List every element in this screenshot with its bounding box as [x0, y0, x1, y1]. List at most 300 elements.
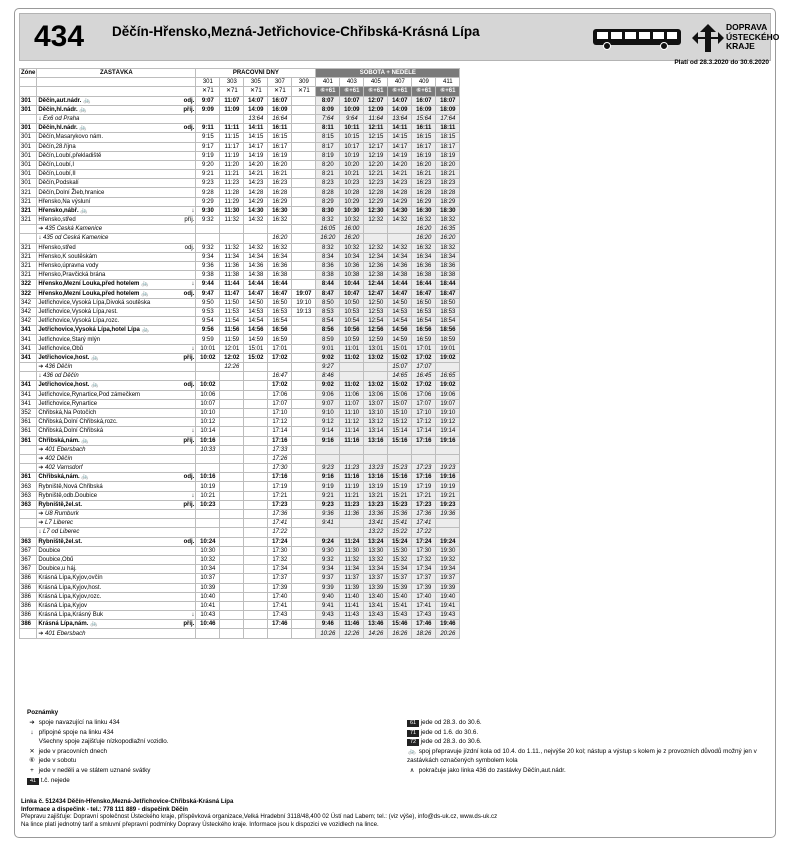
time-cell — [292, 473, 316, 482]
zone-cell — [20, 464, 37, 473]
table-row — [20, 234, 460, 243]
stop-name: Jetřichovice,Obů — [38, 345, 84, 352]
time-cell: 11:19 — [340, 482, 364, 491]
zone-cell: 341 — [20, 335, 37, 344]
time-cell: 13:40 — [364, 592, 388, 601]
time-cell — [220, 427, 244, 436]
arr-dep-mark: ↓ — [191, 207, 195, 214]
time-cell — [244, 234, 268, 243]
stop-name: Děčín,Podskalí — [38, 180, 79, 187]
stop-name: Hřensko,Na výsluní — [38, 198, 91, 205]
time-cell: 16:19 — [268, 151, 292, 160]
time-cell: 17:01 — [268, 344, 292, 353]
time-cell: 16:07 — [412, 96, 436, 105]
time-cell: 8:32 — [316, 216, 340, 225]
time-cell: 14:21 — [244, 170, 268, 179]
time-cell: 9:36 — [196, 261, 220, 270]
stop-name-cell — [37, 335, 196, 344]
time-cell: 15:23 — [388, 464, 412, 473]
time-cell: 11:12 — [340, 418, 364, 427]
time-cell: 8:07 — [316, 96, 340, 105]
time-cell: 10:41 — [196, 601, 220, 610]
stop-name-cell — [37, 546, 196, 555]
time-cell: 16:56 — [412, 326, 436, 335]
trip-number: 411 — [436, 78, 460, 87]
time-cell: 8:56 — [316, 326, 340, 335]
stop-header: ZASTÁVKA — [37, 69, 196, 78]
stop-name-cell — [37, 96, 196, 105]
time-cell: 16:17 — [268, 142, 292, 151]
time-cell: 13:16 — [364, 473, 388, 482]
time-cell: 8:15 — [316, 133, 340, 142]
time-cell: 17:23 — [268, 500, 292, 509]
time-cell — [220, 390, 244, 399]
time-cell — [292, 206, 316, 215]
time-cell: 16:32 — [268, 243, 292, 252]
stop-name: Hřensko,nábř. 🚲 — [38, 207, 88, 214]
time-cell: 9:16 — [316, 473, 340, 482]
arr-dep-mark: odj. — [183, 382, 195, 389]
stop-name: Děčín,Loubí,I — [38, 161, 75, 168]
time-cell — [220, 565, 244, 574]
time-cell: 10:33 — [196, 445, 220, 454]
stop-name: Rybniště,odb.Doubice — [38, 492, 98, 499]
time-cell: 15:07 — [388, 399, 412, 408]
time-cell: 9:41 — [316, 519, 340, 528]
stop-name-cell — [37, 381, 196, 390]
time-cell: 15:10 — [388, 408, 412, 417]
table-row — [20, 408, 460, 417]
time-cell: 13:64 — [388, 114, 412, 123]
time-cell: 10:40 — [196, 592, 220, 601]
table-row — [20, 519, 460, 528]
time-cell: 17:16 — [412, 436, 436, 445]
time-cell: 9:54 — [196, 317, 220, 326]
time-cell: 9:29 — [196, 197, 220, 206]
time-cell: 16:59 — [412, 335, 436, 344]
time-cell: 12:53 — [364, 307, 388, 316]
trip-number: 301 — [196, 78, 220, 87]
time-cell — [292, 317, 316, 326]
time-cell: 19:02 — [436, 381, 460, 390]
timetable-header — [19, 13, 780, 61]
time-cell: 16:23 — [412, 179, 436, 188]
time-cell: 14:56 — [388, 326, 412, 335]
time-cell — [292, 344, 316, 353]
time-cell: 14:23 — [388, 179, 412, 188]
time-cell — [244, 611, 268, 620]
time-cell: 18:59 — [436, 335, 460, 344]
time-cell: 14:44 — [244, 280, 268, 289]
time-cell: 19:21 — [436, 491, 460, 500]
time-cell: 18:54 — [436, 317, 460, 326]
stop-name: Děčín,Dolní Žleb,hranice — [38, 189, 105, 196]
stop-name-cell — [37, 252, 196, 261]
time-cell — [196, 454, 220, 463]
time-cell: 18:44 — [436, 280, 460, 289]
time-cell: 19:10 — [292, 298, 316, 307]
time-cell: 14:54 — [244, 317, 268, 326]
zone-cell: 367 — [20, 546, 37, 555]
time-cell — [316, 445, 340, 454]
table-row — [20, 252, 460, 261]
stop-name-cell — [37, 629, 196, 638]
time-cell: 15:43 — [388, 611, 412, 620]
time-cell: 9:30 — [316, 546, 340, 555]
stop-blank — [37, 87, 196, 96]
zone-cell: 386 — [20, 620, 37, 629]
stop-name: Děčín,hl.nádr. 🚲 — [38, 125, 87, 132]
time-cell: 15:14 — [388, 427, 412, 436]
time-cell: 12:56 — [364, 326, 388, 335]
stop-blank — [37, 78, 196, 87]
time-cell: 12:32 — [364, 216, 388, 225]
time-cell — [292, 124, 316, 133]
time-cell: 12:26 — [340, 629, 364, 638]
time-cell: 16:65 — [436, 372, 460, 381]
time-cell: 17:22 — [412, 528, 436, 537]
time-cell: 17:33 — [268, 445, 292, 454]
time-cell: 12:29 — [364, 197, 388, 206]
table-row — [20, 307, 460, 316]
time-cell: 15:23 — [388, 500, 412, 509]
time-cell: 9:47 — [196, 289, 220, 298]
trip-number: 309 — [292, 78, 316, 87]
time-cell: 11:17 — [220, 142, 244, 151]
time-cell: 11:21 — [340, 491, 364, 500]
zone-cell: 361 — [20, 427, 37, 436]
time-cell: 11:36 — [220, 261, 244, 270]
time-cell: 13:23 — [364, 464, 388, 473]
time-cell: 19:46 — [436, 620, 460, 629]
time-cell: 8:20 — [316, 160, 340, 169]
time-cell — [292, 500, 316, 509]
time-cell: 10:50 — [340, 298, 364, 307]
time-cell: 11:06 — [340, 390, 364, 399]
time-cell: 9:32 — [196, 243, 220, 252]
zone-cell: 342 — [20, 317, 37, 326]
table-row — [20, 454, 460, 463]
stop-name-cell — [37, 436, 196, 445]
time-cell: 16:64 — [268, 114, 292, 123]
stop-name: Hřensko,střed — [38, 244, 76, 251]
time-cell — [220, 601, 244, 610]
time-cell: 9:10 — [316, 408, 340, 417]
time-cell: 11:01 — [340, 344, 364, 353]
time-cell: 18:34 — [436, 252, 460, 261]
table-row — [20, 629, 460, 638]
time-cell: 15:02 — [244, 353, 268, 362]
stop-name: Krásná Lípa,Kyjov — [38, 602, 88, 609]
zone-cell: 367 — [20, 565, 37, 574]
time-cell: 16:11 — [412, 124, 436, 133]
zone-cell — [20, 445, 37, 454]
time-cell: 13:37 — [364, 574, 388, 583]
stop-name: Děčín,Loubí,překladiště — [38, 152, 102, 159]
stop-name: Krásná Lípa,Kyjov,rozc. — [38, 593, 102, 600]
time-cell: 9:06 — [316, 390, 340, 399]
time-cell — [292, 197, 316, 206]
time-cell: 17:43 — [412, 611, 436, 620]
stop-name-cell — [37, 427, 196, 436]
time-cell: 10:15 — [340, 133, 364, 142]
time-cell — [220, 555, 244, 564]
time-cell: 16:21 — [412, 170, 436, 179]
time-cell: 16:20 — [340, 234, 364, 243]
time-cell — [196, 225, 220, 234]
time-cell: 10:01 — [196, 344, 220, 353]
zone-cell: 301 — [20, 133, 37, 142]
time-cell: 15:01 — [244, 344, 268, 353]
zone-cell: 341 — [20, 390, 37, 399]
note-item — [407, 728, 767, 738]
time-cell — [292, 546, 316, 555]
time-cell: 16:28 — [268, 188, 292, 197]
time-cell: 16:09 — [268, 105, 292, 114]
time-cell: 10:02 — [196, 381, 220, 390]
time-cell: 13:16 — [364, 436, 388, 445]
time-cell — [292, 179, 316, 188]
time-cell: 9:39 — [316, 583, 340, 592]
stop-name: Rybniště,žel.st. — [38, 538, 83, 545]
time-cell: 16:30 — [412, 206, 436, 215]
time-cell: 9:53 — [196, 307, 220, 316]
stop-name-cell — [37, 216, 196, 225]
time-cell — [292, 510, 316, 519]
table-row — [20, 372, 460, 381]
time-cell: 16:15 — [268, 133, 292, 142]
time-cell: 13:02 — [364, 353, 388, 362]
time-cell: 10:12 — [196, 418, 220, 427]
time-cell: 14:53 — [244, 307, 268, 316]
time-cell — [220, 399, 244, 408]
time-cell: 15:02 — [388, 353, 412, 362]
time-cell — [292, 151, 316, 160]
table-row — [20, 225, 460, 234]
time-cell — [292, 390, 316, 399]
time-cell: 17:41 — [412, 519, 436, 528]
stop-name: Děčín,28.října — [38, 143, 76, 150]
stop-name-cell — [37, 133, 196, 142]
stop-name: ➔ 401 Ebersbach — [38, 446, 86, 453]
note-symbol: 72 — [407, 739, 419, 746]
stop-name-cell — [37, 372, 196, 381]
time-cell: 18:30 — [436, 206, 460, 215]
stop-name-cell — [37, 261, 196, 270]
time-cell: 19:24 — [436, 537, 460, 546]
stop-name-cell — [37, 234, 196, 243]
time-cell: 12:01 — [220, 344, 244, 353]
note-symbol: 61 — [407, 720, 419, 727]
time-cell — [292, 418, 316, 427]
time-cell — [244, 427, 268, 436]
stop-name-cell — [37, 114, 196, 123]
stop-name: Chřibská,nám. 🚲 — [38, 474, 89, 481]
zone-cell — [20, 454, 37, 463]
time-cell — [412, 445, 436, 454]
trip-number: 403 — [340, 78, 364, 87]
time-cell — [292, 611, 316, 620]
stop-name: Krásná Lípa,Kyjov,ovčín — [38, 575, 103, 582]
time-cell — [292, 326, 316, 335]
time-cell: 16:59 — [268, 335, 292, 344]
notes-title: Poznámky — [27, 709, 59, 716]
time-cell: 17:16 — [412, 473, 436, 482]
time-cell: 19:23 — [436, 500, 460, 509]
note-text: pokračuje jako linka 436 do zastávky Děčín,aut.nádr. — [417, 767, 566, 774]
time-cell: 9:01 — [316, 344, 340, 353]
time-cell: 15:30 — [388, 546, 412, 555]
stop-name-cell — [37, 454, 196, 463]
zone-cell — [20, 114, 37, 123]
time-cell: 16:19 — [412, 151, 436, 160]
time-cell: 14:15 — [244, 133, 268, 142]
time-cell: 9:37 — [316, 574, 340, 583]
trip-number: 409 — [412, 78, 436, 87]
time-cell — [268, 225, 292, 234]
time-cell: 10:44 — [340, 280, 364, 289]
time-cell: 7:64 — [316, 114, 340, 123]
time-cell: 14:09 — [244, 105, 268, 114]
time-cell — [244, 381, 268, 390]
time-cell: 10:07 — [340, 96, 364, 105]
time-cell: 9:02 — [316, 353, 340, 362]
stop-name-cell — [37, 611, 196, 620]
time-cell — [388, 234, 412, 243]
time-cell — [244, 565, 268, 574]
time-cell — [292, 399, 316, 408]
zone-cell: 363 — [20, 537, 37, 546]
time-cell: 9:56 — [196, 326, 220, 335]
time-cell — [220, 381, 244, 390]
stop-name-cell — [37, 124, 196, 133]
time-cell: 15:24 — [388, 537, 412, 546]
time-cell — [220, 372, 244, 381]
arr-dep-mark: ↓ — [191, 281, 195, 288]
stop-name: Hřensko,úpravna vody — [38, 263, 99, 270]
stop-name: Chřibská,Dolní Chřibská — [38, 428, 104, 435]
time-cell: 12:32 — [364, 243, 388, 252]
logo-text: DOPRAVA ÚSTECKÉHO KRAJE — [726, 22, 780, 51]
time-cell: 12:11 — [364, 124, 388, 133]
time-cell: 9:43 — [316, 611, 340, 620]
stop-name-cell — [37, 620, 196, 629]
zone-cell — [20, 234, 37, 243]
time-cell — [364, 445, 388, 454]
time-cell: 10:16 — [196, 436, 220, 445]
time-cell — [292, 555, 316, 564]
time-cell — [292, 243, 316, 252]
zone-cell — [20, 528, 37, 537]
time-cell: 17:41 — [268, 519, 292, 528]
time-cell: 9:19 — [316, 482, 340, 491]
time-cell: 14:47 — [388, 289, 412, 298]
time-cell: 10:26 — [316, 629, 340, 638]
time-cell: 16:11 — [268, 124, 292, 133]
time-cell — [244, 592, 268, 601]
trip-note: ⑥+61 — [364, 87, 388, 96]
time-cell — [220, 583, 244, 592]
trip-number: 303 — [220, 78, 244, 87]
stop-name: Děčín,Loubí,II — [38, 171, 76, 178]
time-cell: 19:06 — [436, 390, 460, 399]
time-cell: 19:01 — [436, 344, 460, 353]
time-cell: 11:19 — [220, 151, 244, 160]
time-cell: 14:28 — [388, 188, 412, 197]
stop-name: Doubice,u háj. — [38, 566, 77, 573]
stop-name: Krásná Lípa,nám. 🚲 — [38, 621, 98, 628]
time-cell: 12:36 — [364, 261, 388, 270]
time-cell: 9:44 — [196, 280, 220, 289]
time-cell: 17:26 — [268, 454, 292, 463]
arr-dep-mark: příj. — [183, 501, 195, 508]
time-cell: 11:16 — [340, 436, 364, 445]
time-cell: 17:30 — [268, 546, 292, 555]
time-cell — [436, 363, 460, 372]
time-cell: 10:09 — [340, 105, 364, 114]
table-row — [20, 427, 460, 436]
time-cell — [292, 519, 316, 528]
time-cell: 12:26 — [220, 363, 244, 372]
stop-name: Chřibská,Na Potočích — [38, 410, 97, 417]
time-cell — [244, 519, 268, 528]
time-cell: 17:02 — [412, 353, 436, 362]
time-cell: 17:34 — [412, 565, 436, 574]
time-cell: 13:30 — [364, 546, 388, 555]
stop-name-cell — [37, 317, 196, 326]
time-cell: 12:47 — [364, 289, 388, 298]
table-row — [20, 491, 460, 500]
time-cell: 12:21 — [364, 170, 388, 179]
time-cell: 13:10 — [364, 408, 388, 417]
time-cell: 14:34 — [388, 252, 412, 261]
time-cell: 14:07 — [244, 96, 268, 105]
time-cell — [268, 629, 292, 638]
time-cell: 15:34 — [388, 565, 412, 574]
time-cell: 14:30 — [388, 206, 412, 215]
arr-dep-mark: příj. — [183, 354, 195, 361]
time-cell: 9:46 — [316, 620, 340, 629]
arr-dep-mark: příj. — [184, 217, 195, 224]
zone-cell: 341 — [20, 344, 37, 353]
time-cell: 18:19 — [436, 151, 460, 160]
time-cell: 18:20 — [436, 160, 460, 169]
time-cell: 16:50 — [412, 298, 436, 307]
time-cell: 10:10 — [196, 408, 220, 417]
table-row — [20, 574, 460, 583]
time-cell: 16:32 — [412, 216, 436, 225]
time-cell — [220, 445, 244, 454]
time-cell: 8:47 — [316, 289, 340, 298]
time-cell: 19:36 — [436, 510, 460, 519]
time-cell: 11:23 — [220, 179, 244, 188]
time-cell: 17:14 — [268, 427, 292, 436]
zone-cell: 342 — [20, 298, 37, 307]
note-symbol: ➔ — [29, 719, 35, 726]
time-cell: 11:11 — [220, 124, 244, 133]
stop-name: Jetřichovice,Vysoká Lípa,hotel Lípa 🚲 — [38, 327, 149, 334]
time-cell: 10:34 — [196, 565, 220, 574]
trip-note: ✕71 — [244, 87, 268, 96]
time-cell: 10:24 — [196, 537, 220, 546]
time-cell: 17:16 — [268, 436, 292, 445]
time-cell — [220, 500, 244, 509]
time-cell: 11:34 — [220, 252, 244, 261]
time-cell — [244, 620, 268, 629]
time-cell: 14:32 — [244, 216, 268, 225]
time-cell: 8:30 — [316, 206, 340, 215]
time-cell — [412, 454, 436, 463]
